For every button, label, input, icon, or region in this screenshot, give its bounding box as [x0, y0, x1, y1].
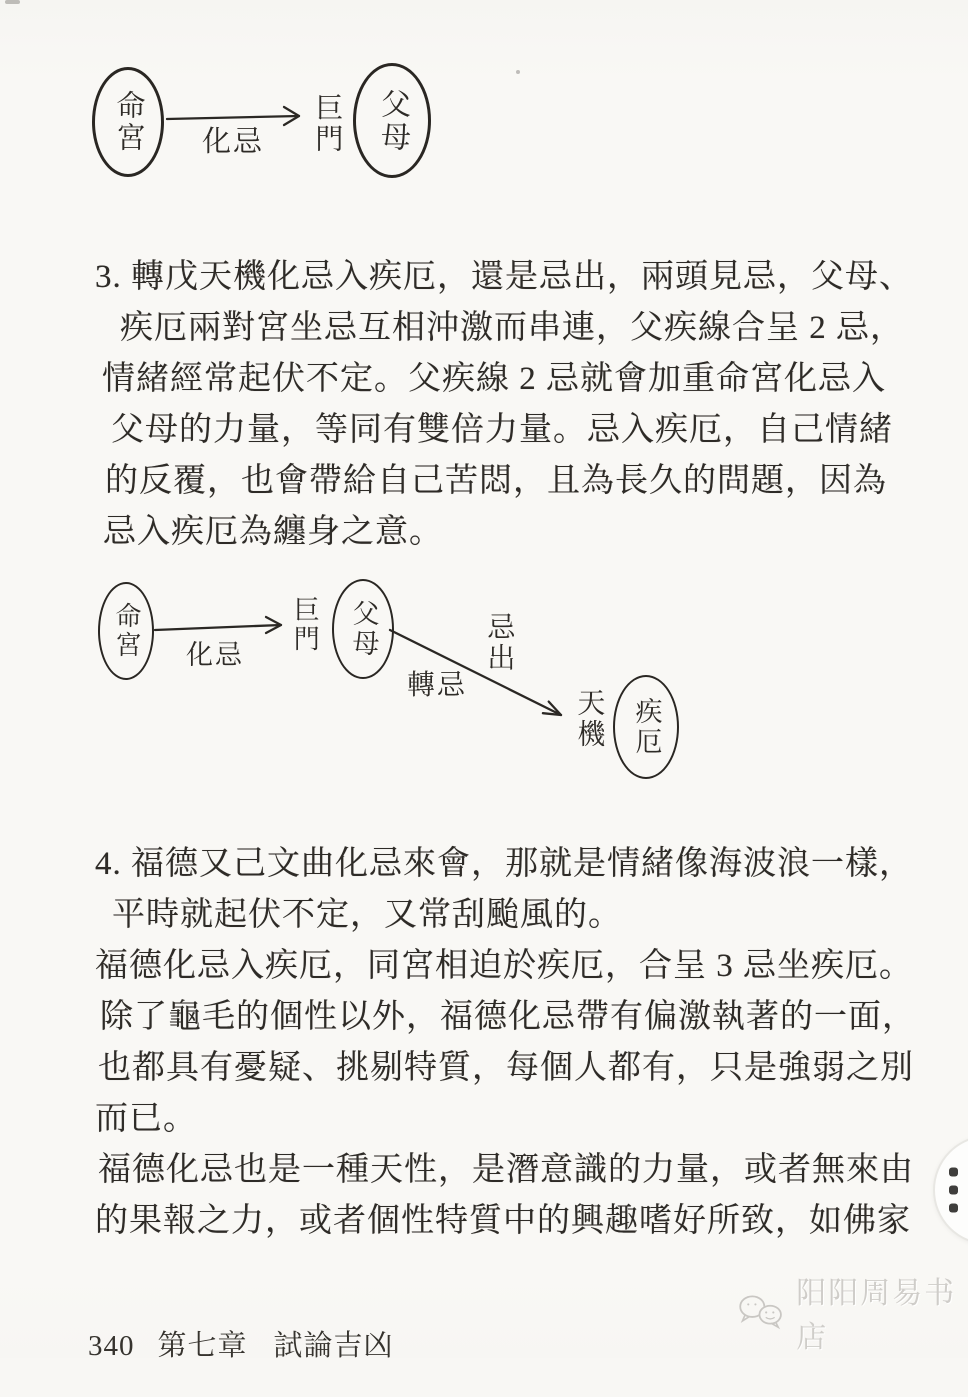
body-line: 福德化忌入疾厄，同宮相迫於疾厄，合呈 3 忌坐疾厄。 — [95, 948, 913, 984]
diagram2-node-ming-gong-label: 命宮 — [112, 602, 141, 660]
body-line: 父母的力量，等同有雙倍力量。忌入疾厄，自己情緒 — [111, 412, 893, 448]
bookstore-watermark — [738, 1277, 968, 1354]
body-line: 福德化忌也是一種天性，是潛意識的力量，或者無來由 — [98, 1152, 914, 1188]
paragraph-3 — [95, 252, 913, 558]
diagram2-star2-label: 天機 — [573, 688, 605, 750]
diagram2-node-ming-gong — [98, 582, 154, 680]
diagram1-node-ming-gong-label: 命宮 — [112, 90, 145, 154]
wechat-bubbles-icon — [738, 1291, 786, 1333]
body-line: 4. 福德又己文曲化忌來會，那就是情緒像海波浪一樣， — [95, 846, 913, 882]
diagram2-arrow1-label: 化忌 — [186, 640, 244, 670]
diagram2-arrow2-lower-label: 轉忌 — [407, 670, 468, 701]
diagram2-star1-label: 巨門 — [290, 596, 320, 654]
diagram1-arrow-label: 化忌 — [202, 126, 265, 158]
body-line: 的反覆，也會帶給自己苦悶，且為長久的問題，因為 — [105, 463, 887, 499]
scan-speck — [5, 0, 20, 4]
diagram1-node-ming-gong — [92, 67, 164, 177]
diagram2-node-fu-mu — [332, 579, 394, 679]
bookstore-name: 阳阳周易书店 — [796, 1277, 957, 1354]
body-line: 平時就起伏不定，又常刮颱風的。 — [112, 897, 622, 933]
body-line: 也都具有憂疑、挑剔特質，每個人都有，只是強弱之別 — [98, 1050, 914, 1086]
page-footer — [55, 1290, 394, 1397]
diagram1-node-fu-mu — [353, 63, 431, 178]
body-line: 而已。 — [95, 1101, 197, 1137]
diagram1-node-fu-mu-label: 父母 — [376, 87, 409, 154]
section-title: 試論吉凶 — [273, 1330, 394, 1362]
diagram2-node-ji-e-label: 疾厄 — [631, 697, 662, 757]
kebab-menu-icon — [949, 1168, 958, 1213]
chapter-label: 第七章 — [157, 1330, 248, 1362]
paragraph-4 — [95, 839, 916, 1247]
body-line: 疾厄兩對宮坐忌互相沖激而串連，父疾線合呈 2 忌， — [120, 310, 904, 346]
diagram2-arrow1-line — [155, 625, 281, 630]
diagram2-arrow2-upper-label: 忌出 — [483, 612, 515, 674]
diagram2-node-ji-e — [613, 675, 679, 779]
diagram1-arrow-line — [167, 116, 299, 119]
body-line: 忌入疾厄為纏身之意。 — [103, 514, 443, 550]
diagram2-node-fu-mu-label: 父母 — [348, 599, 379, 659]
body-line: 的果報之力，或者個性特質中的興趣嗜好所致，如佛家 — [95, 1203, 911, 1239]
body-line: 情緒經常起伏不定。父疾線 2 忌就會加重命宮化忌入 — [102, 361, 886, 397]
page-number: 340 — [88, 1330, 135, 1362]
body-line: 3. 轉戊天機化忌入疾厄，還是忌出，兩頭見忌，父母、 — [95, 259, 913, 295]
scan-speck — [516, 70, 520, 74]
diagram1-star-label: 巨門 — [311, 93, 343, 155]
body-line: 除了龜毛的個性以外，福德化忌帶有偏激執著的一面， — [100, 999, 916, 1035]
